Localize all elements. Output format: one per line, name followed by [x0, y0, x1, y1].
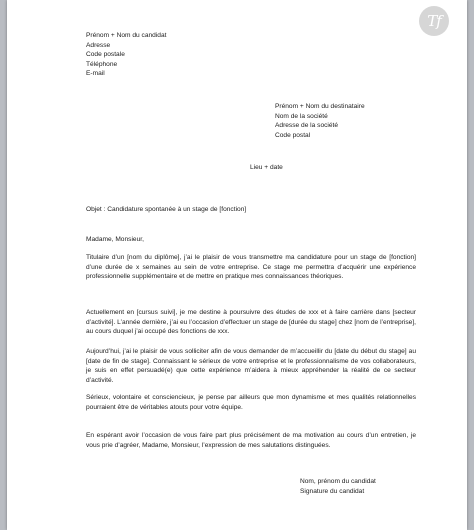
paragraph-1 — [86, 253, 416, 282]
signature-line: Signature du candidat — [300, 487, 365, 495]
paragraph-4 — [86, 393, 416, 412]
subject-line: Objet : Candidature spontanée à un stage de [fonction] — [86, 206, 247, 213]
terrafemina-logo-icon — [419, 6, 449, 36]
letter-page — [7, 0, 467, 530]
recipient-name: Prénom + Nom du destinataire — [275, 103, 365, 110]
paragraph-3 — [86, 347, 416, 385]
place-date: Lieu + date — [250, 164, 283, 171]
paragraph-text: Titulaire d’un [nom du diplôme], j’ai le plaisir de vous transmettre ma candidature pour un stage de [fonction] d’une durée de x semaines au sein de votre entreprise. Ce stage me permettra d’acquérir une expérience professionnelle supplémentaire et de mettre en pratique mes connaissances théoriques. — [86, 254, 416, 281]
sender-postcode: Code postale — [86, 51, 125, 59]
paragraph-text: Sérieux, volontaire et consciencieux, je pense par ailleurs que mon dynamisme et mes qualités relationnelles pourraient être de véritables atouts pour votre équipe. — [86, 394, 416, 411]
recipient-company: Nom de la société — [275, 112, 328, 120]
logo-text: Tf — [427, 12, 441, 30]
sender-name: Prénom + Nom du candidat — [86, 32, 167, 39]
signature-block — [300, 477, 376, 496]
salutation: Madame, Monsieur, — [86, 236, 144, 243]
recipient-address: Adresse de la société — [275, 122, 339, 130]
paragraph-5 — [86, 431, 416, 450]
recipient-block — [275, 102, 365, 140]
recipient-postcode: Code postal — [275, 131, 311, 139]
paragraph-2 — [86, 308, 416, 337]
sender-email: E-mail — [86, 70, 105, 78]
paragraph-text: Aujourd’hui, j’ai le plaisir de vous solliciter afin de vous demander de m’accueillir du [date du début du stage] au [date de fin de stage]. Connaissant le sérieux de votre entreprise et le professionnalisme de vos collaborateurs, je suis en effet persuadé(e) que cette expérience m’aidera à mieux appréhender la réalité de ce secteur d’activité. — [86, 348, 416, 384]
paragraph-text: Actuellement en [cursus suivi], je me destine à poursuivre des études de xxx et à faire carrière dans [secteur d’activité]. L’année dernière, j’ai eu l’occasion d’effectuer un stage de [durée du stage] chez [nom de l’entreprise], au cours duquel j’ai occupé des fonctions de xxx. — [86, 309, 416, 336]
signature-name: Nom, prénom du candidat — [300, 478, 376, 485]
paragraph-text: En espérant avoir l’occasion de vous faire part plus précisément de ma motivation au cours d’un entretien, je vous prie d’agréer, Madame, Monsieur, l’expression de mes salutations distinguées. — [86, 432, 416, 449]
sender-phone: Téléphone — [86, 60, 118, 68]
sender-address: Adresse — [86, 41, 111, 49]
sender-block — [86, 31, 166, 79]
